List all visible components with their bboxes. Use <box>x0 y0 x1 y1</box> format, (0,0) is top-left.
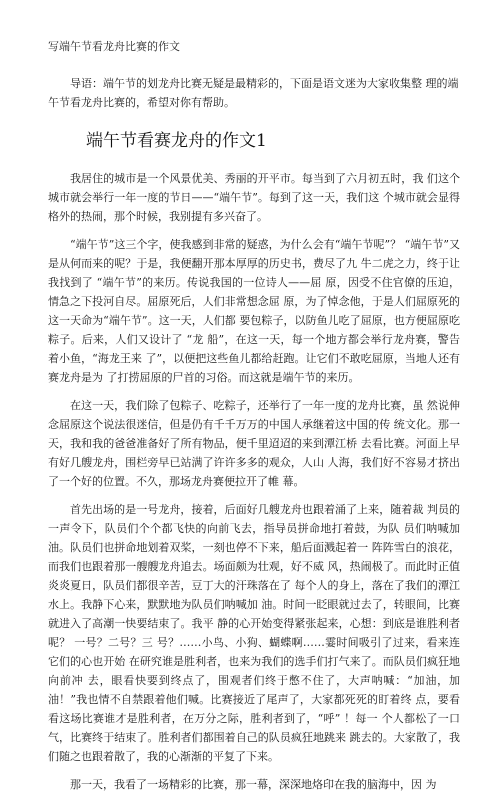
body-paragraph: 我居住的城市是一个风景优美、秀丽的开平市。每当到了六月初五时，我 们这个城市就会举行一年一度的节日——“端午节”。每到了这一天，我们这 个城市就会显得格外的热闹，那个时候，我别提有多兴奋了。 <box>48 172 460 223</box>
body-paragraph: “端午节”这三个字，使我感到非常的疑惑，为什么会有“端午节呢”？ “端午节”又是从何而来的呢？于是，我便翻开那本厚厚的历史书，费尽了九 牛二虎之力，终于让我找到了 “端午节”的来历。传说我国的一位诗人——屈 原，因受不住官僚的压迫，情急之下投河自尽。屈原死后，人们非常想念屈 原，为了悼念他，于是人们屈原死的这一天命为“端午节”。这一天，人们都 要包粽子，以防鱼儿吃了屈原，也方便屈原吃粽子。后来，人们又设计了 “龙 船”，在这一天，每一个地方都会举行龙舟赛，警告着小鱼，“海龙王来 了”，以便把这些鱼儿都给赶跑。让它们不敢吃屈原，当地人还有赛龙舟是为 了打捞屈原的尸首的习俗。而这就是端午节的来历。 <box>48 238 460 384</box>
essay-title: 端午节看赛龙舟的作文1 <box>86 131 267 151</box>
essay-body <box>48 169 460 794</box>
document-header: 写端午节看龙舟比赛的作文 <box>48 40 180 53</box>
body-paragraph: 首先出场的是一号龙舟，接着，后面好几艘龙舟也跟着涌了上来，随着裁 判员的一声令下，队员们个个都飞快的向前飞去，指导员拼命地打着鼓，为队 员们呐喊加油。队员们也拼命地划着双桨，一刻也停不下来，船后面溅起着一 阵阵雪白的浪花，而我们也跟着那一艘艘龙舟追去。场面颇为壮观，好不威 风，热闹极了。而此时正值炎炎夏日，队员们都很辛苦，豆丁大的汗珠落在了 每个人的身上，落在了我们的潭江水上。我静下心来，默默地为队员们呐喊加 油。时间一眨眼就过去了，转眼间，比赛就进入了高潮一快要结束了。我平 静的心开始变得紧张起来，心想：到底是谁胜利者呢？ 一号？二号？三 号？……小鸟、小狗、蝴蝶啊……霎时间吸引了过来，看来连它们的心也开始 在研究谁是胜利者，也来为我们的选手们打气来了。而队员们疯狂地向前冲 去，眼看快要到终点了，围观者们终于憋不住了，大声呐喊：“加油，加 油！”我也情不自禁跟着他们喊。比赛接近了尾声了，大家都死死的盯着终 点，要看看这场比赛谁才是胜利者，在万分之际，胜利者到了，“呼” ！每一 个人都松了一口气，比赛终于结束了。胜利者们都围着自己的队员疯狂地跳来 跳去的。大家散了，我们随之也跟着散了，我的心渐渐的平复了下来。 <box>48 503 460 763</box>
body-paragraph: 在这一天，我们除了包粽子、吃粽子，还举行了一年一度的龙舟比赛，虽 然说伸念屈原这个说法很迷信，但是仍有千千万万的中国人承继着这中国的传 统文化。那一天，我和我的爸爸准备好了所有物品，便千里迢迢的来到潭江桥 去看比赛。河面上早有好几艘龙舟，围栏旁早已站满了许许多多的观众，人山 人海，我们好不容易才挤出了一个好的位置。不久，那场龙舟赛便拉开了帷 幕。 <box>48 399 460 488</box>
body-paragraph: 那一天，我看了一场精彩的比赛，那一幕，深深地烙印在我的脑海中，因 为 <box>70 778 437 791</box>
guide-paragraph: 导语：端午节的划龙舟比赛无疑是最精彩的，下面是语文迷为大家收集整 理的端午节看龙舟比赛的，希望对你有帮助。 <box>48 77 459 109</box>
